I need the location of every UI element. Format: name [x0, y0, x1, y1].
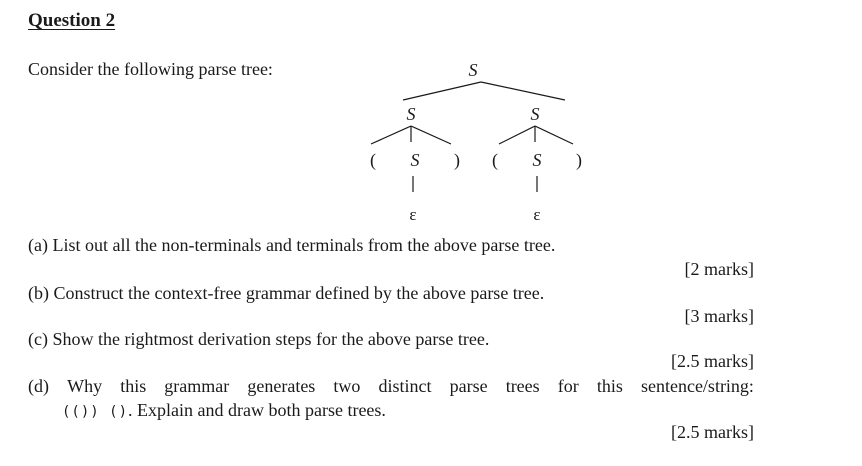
- tree-right-node: S: [530, 104, 540, 124]
- qd-word: for: [557, 376, 579, 396]
- question-part-d-line2: [62, 400, 386, 421]
- question-part-d-continuation: . Explain and draw both parse trees.: [128, 400, 386, 420]
- question-part-a: (a) List out all the non-terminals and terminals from the above parse tree.: [28, 235, 556, 255]
- edge-left-close: [411, 126, 451, 144]
- qd-word: this: [596, 376, 623, 396]
- qd-word: (d): [28, 376, 49, 396]
- tree-left-inner: S: [410, 150, 420, 170]
- edge-right-close: [535, 126, 573, 144]
- question-part-b: (b) Construct the context-free grammar defined by the above parse tree.: [28, 283, 545, 303]
- tree-right-close: ): [576, 150, 582, 170]
- edge-root-right: [481, 82, 565, 100]
- qd-word: Why: [67, 376, 103, 396]
- tree-left-open: (: [370, 150, 376, 170]
- marks-part-a: [2 marks]: [684, 259, 754, 279]
- qd-word: sentence/string:: [640, 376, 754, 396]
- qd-word: trees: [505, 376, 540, 396]
- parse-tree: [355, 52, 595, 232]
- tree-left-node: S: [406, 104, 416, 124]
- tree-root: S: [468, 60, 478, 80]
- edge-left-open: [371, 126, 411, 144]
- tree-left-close: ): [454, 150, 460, 170]
- qd-word: grammar: [164, 376, 230, 396]
- edge-right-open: [499, 126, 535, 144]
- tree-right-open: (: [492, 150, 498, 170]
- question-part-c: (c) Show the rightmost derivation steps for the above parse tree.: [28, 329, 490, 349]
- marks-part-c: [2.5 marks]: [671, 351, 754, 371]
- qd-word: two: [333, 376, 361, 396]
- tree-right-inner: S: [532, 150, 542, 170]
- question-title: Question 2: [28, 10, 116, 31]
- qd-word: generates: [247, 376, 316, 396]
- tree-left-epsilon: ε: [409, 205, 417, 224]
- marks-part-d: [2.5 marks]: [671, 422, 754, 442]
- qd-word: this: [120, 376, 147, 396]
- edge-root-left: [403, 82, 481, 100]
- sentence-string: (()) (): [62, 404, 129, 420]
- question-intro: Consider the following parse tree:: [28, 59, 273, 79]
- qd-word: distinct: [378, 376, 432, 396]
- tree-right-epsilon: ε: [533, 205, 541, 224]
- marks-part-b: [3 marks]: [684, 306, 754, 326]
- qd-word: parse: [449, 376, 488, 396]
- question-part-d-line1: [28, 376, 754, 397]
